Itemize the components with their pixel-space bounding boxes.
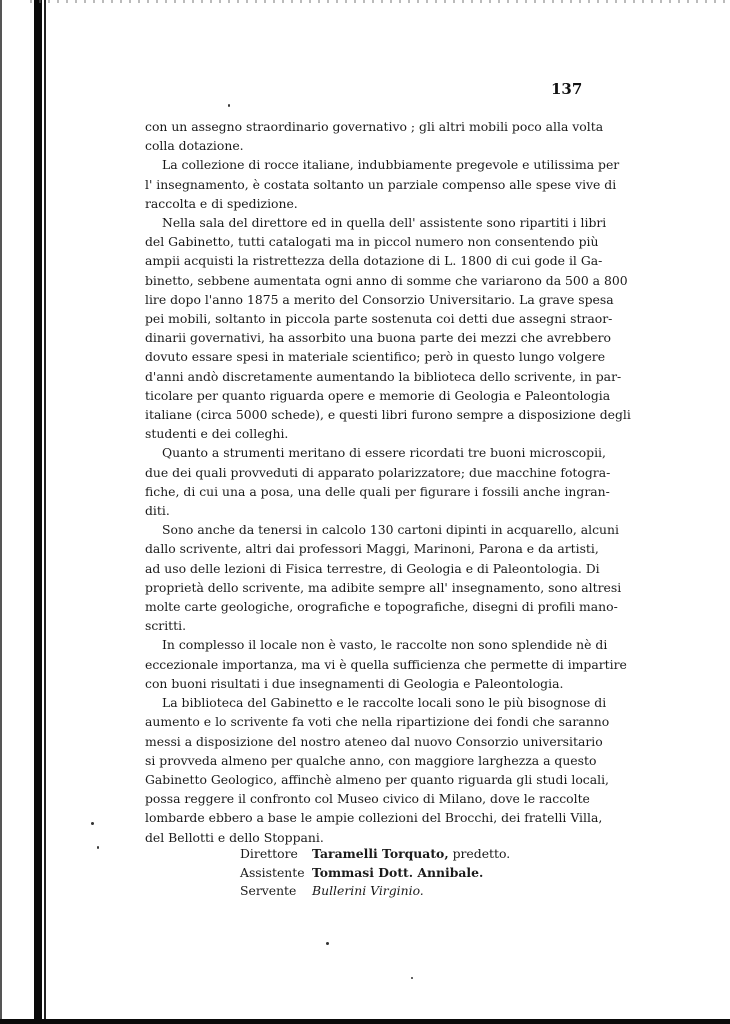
text-line: l' insegnamento, è costata soltanto un parziale compenso alle spese vive di — [145, 176, 617, 192]
text-line: con un assegno straordinario governativo ; gli altri mobili poco alla volta — [145, 119, 604, 134]
text-line: Gabinetto Geologico, affinchè almeno per quanto riguarda gli studi locali, — [145, 771, 609, 787]
text-line: La biblioteca del Gabinetto e le raccolte locali sono le più bisognose di — [162, 695, 607, 711]
paragraph — [145, 635, 627, 693]
text-line: si provveda almeno per qualche anno, con maggiore larghezza a questo — [145, 752, 597, 768]
staff-role: Direttore — [240, 846, 298, 861]
text-line: pei mobili, soltanto in piccola parte sostenuta coi detti due assegni straor- — [145, 311, 613, 327]
text-line: aumento e lo scrivente fa voti che nella ripartizione dei fondi che saranno — [145, 714, 610, 730]
staff-list — [240, 845, 510, 901]
scan-left-edge — [0, 0, 2, 1024]
scan-speck — [91, 822, 94, 825]
staff-name: Tommasi Dott. Annibale. — [312, 864, 484, 880]
text-line: del Bellotti e dello Stoppani. — [145, 829, 324, 845]
text-line: dallo scrivente, altri dai professori Maggi, Marinoni, Parona e da artisti, — [145, 541, 599, 557]
text-line: Nella sala del direttore ed in quella dell' assistente sono ripartiti i libri — [162, 215, 607, 231]
text-line: dovuto essare spesi in materiale scientifico; però in questo lungo volgere — [145, 349, 606, 365]
text-line: dinarii governativi, ha assorbito una buona parte dei mezzi che avrebbero — [145, 330, 611, 346]
book-spine-shadow — [34, 0, 42, 1024]
paragraph — [145, 117, 604, 155]
body-text — [145, 117, 631, 847]
text-line: con buoni risultati i due insegnamenti di Geologia e Paleontologia. — [145, 675, 564, 691]
text-line: due dei quali provveduti di apparato polarizzatore; due macchine fotogra- — [145, 464, 611, 480]
text-line: La collezione di rocce italiane, indubbiamente pregevole e utilissima per — [162, 157, 620, 173]
scan-speck — [411, 977, 413, 979]
paragraph — [145, 520, 622, 635]
text-line: del Gabinetto, tutti catalogati ma in piccol numero non consentendo più — [145, 234, 599, 250]
text-line: In complesso il locale non è vasto, le raccolte non sono splendide nè di — [162, 637, 608, 653]
staff-row-assistant — [240, 864, 510, 883]
scan-top-noise — [30, 0, 730, 3]
text-line: Sono anche da tenersi in calcolo 130 cartoni dipinti in acquarello, alcuni — [162, 522, 619, 538]
text-line: Quanto a strumenti meritano di essere ricordati tre buoni microscopii, — [162, 445, 606, 461]
text-line: eccezionale importanza, ma vi è quella sufficienza che permette di impartire — [145, 656, 627, 672]
text-line: fiche, di cui una a posa, una delle quali per figurare i fossili anche ingran- — [145, 483, 610, 499]
paragraph — [145, 443, 611, 520]
scan-bottom-edge — [0, 1019, 730, 1024]
text-line: italiane (circa 5000 schede), e questi libri furono sempre a disposizione degli — [145, 407, 631, 423]
page-number: 137 — [551, 80, 583, 98]
text-line: messi a disposizione del nostro ateneo dal nuovo Consorzio universitario — [145, 733, 603, 749]
text-line: raccolta e di spedizione. — [145, 195, 298, 211]
text-line: lire dopo l'anno 1875 a merito del Consorzio Universitario. La grave spesa — [145, 291, 614, 307]
staff-name: Taramelli Torquato, — [312, 846, 449, 861]
staff-name: Bullerini Virginio. — [312, 883, 424, 898]
text-line: d'anni andò discretamente aumentando la biblioteca dello scrivente, in par- — [145, 368, 622, 384]
scan-speck — [228, 104, 230, 107]
scan-speck — [326, 942, 329, 945]
text-line: ampii acquisti la ristrettezza della dotazione di L. 1800 di cui gode il Ga- — [145, 253, 603, 269]
text-line: ad uso delle lezioni di Fisica terrestre, di Geologia e di Paleontologia. Di — [145, 560, 600, 576]
paragraph — [145, 155, 620, 213]
staff-note: predetto. — [448, 846, 511, 861]
text-line: binetto, sebbene aumentata ogni anno di somme che variarono da 500 a 800 — [145, 272, 628, 288]
text-line: lombarde ebbero a base le ampie collezioni del Brocchi, dei fratelli Villa, — [145, 810, 603, 826]
text-line: molte carte geologiche, orografiche e topografiche, disegni di profili mano- — [145, 599, 618, 615]
text-line: ticolare per quanto riguarda opere e memorie di Geologia e Paleontologia — [145, 387, 611, 403]
text-line: proprietà dello scrivente, ma adibite sempre all' insegnamento, sono altresi — [145, 579, 622, 595]
text-line: scritti. — [145, 618, 187, 634]
paragraph — [145, 213, 631, 443]
staff-role: Servente — [240, 883, 297, 898]
staff-role: Assistente — [240, 864, 305, 880]
staff-row-director — [240, 845, 510, 864]
text-line: studenti e dei colleghi. — [145, 426, 289, 442]
scan-speck — [97, 846, 99, 849]
text-line: diti. — [145, 503, 170, 519]
staff-row-servant — [240, 882, 510, 901]
paragraph — [145, 693, 610, 847]
book-spine-line — [44, 0, 46, 1024]
text-line: colla dotazione. — [145, 138, 244, 154]
text-line: possa reggere il confronto col Museo civico di Milano, dove le raccolte — [145, 791, 590, 807]
